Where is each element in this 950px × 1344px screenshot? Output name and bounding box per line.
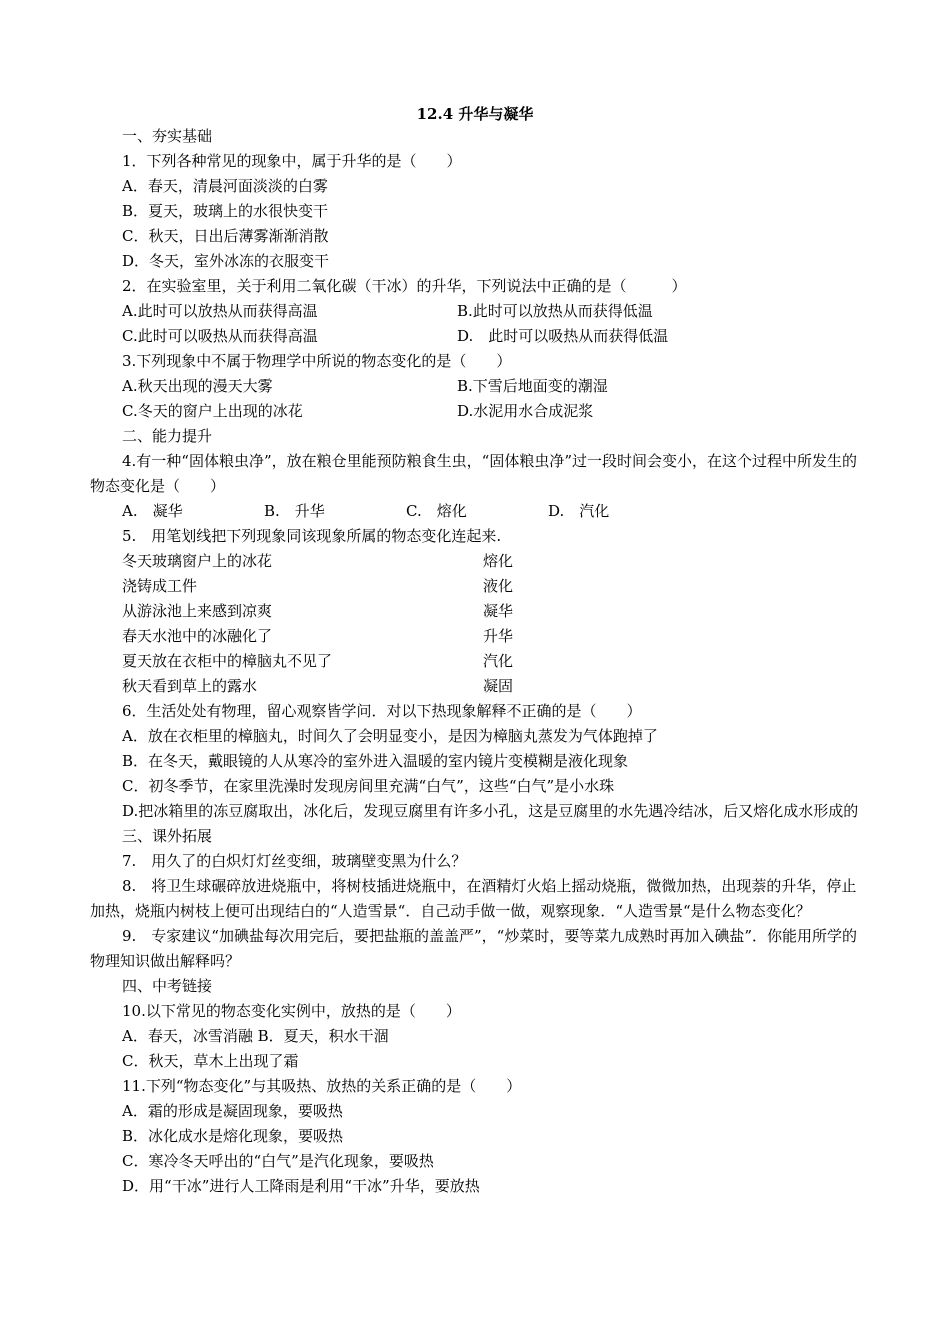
question-3-option-a: A.秋天出现的漫天大雾 (122, 377, 273, 395)
question-2-option-d: D. 此时可以吸热从而获得低温 (457, 327, 669, 345)
question-9: 9. 专家建议“加碘盐每次用完后，要把盐瓶的盖盖严”，“炒菜时，要等菜九成熟时再加入碘盐”．你能用所学的物理知识做出解释吗？ (90, 927, 857, 970)
matching-state-change: 凝固 (483, 677, 514, 695)
document-body (90, 124, 870, 1199)
matching-phenomenon: 春天水池中的冰融化了 (122, 627, 273, 645)
question-3-option-d: D.水泥用水合成泥浆 (457, 402, 594, 420)
question-2-options-row (90, 324, 870, 349)
question-2-option-a: A.此时可以放热从而获得高温 (122, 302, 318, 320)
question-11-option-a: A．霜的形成是凝固现象，要吸热 (122, 1102, 343, 1120)
matching-state-change: 液化 (483, 577, 514, 595)
question-6-option-b: B．在冬天，戴眼镜的人从寒冷的室外进入温暖的室内镜片变模糊是液化现象 (122, 752, 629, 770)
question-4-option-c: C. 熔化 (406, 502, 467, 520)
question-10-option-c: C．秋天，草木上出现了霜 (122, 1052, 299, 1070)
matching-row (90, 674, 870, 699)
question-6-option-d: D.把冰箱里的冻豆腐取出，冰化后，发现豆腐里有许多小孔，这是豆腐里的水先遇冷结冰，后又熔化成水形成的 (122, 802, 859, 820)
question-6-option-c: C．初冬季节，在家里洗澡时发现房间里充满“白气”，这些“白气”是小水珠 (122, 777, 615, 795)
question-1-stem: 1．下列各种常见的现象中，属于升华的是（ ） (122, 152, 462, 170)
question-2-stem: 2．在实验室里，关于利用二氧化碳（干冰）的升华，下列说法中正确的是（ ） (122, 277, 687, 295)
matching-row (90, 574, 870, 599)
question-1-option-a: A．春天，清晨河面淡淡的白雾 (122, 177, 328, 195)
section-heading: 二、能力提升 (122, 427, 213, 445)
section-heading: 四、中考链接 (122, 977, 213, 995)
question-2-option-c: C.此时可以吸热从而获得高温 (122, 327, 318, 345)
section-heading: 三、课外拓展 (122, 827, 213, 845)
question-10-options-ab: A．春天，冰雪消融 B．夏天，积水干涸 (122, 1027, 389, 1045)
matching-row (90, 624, 870, 649)
matching-phenomenon: 夏天放在衣柜中的樟脑丸不见了 (122, 652, 333, 670)
question-11-stem: 11.下列“物态变化”与其吸热、放热的关系正确的是（ ） (122, 1077, 522, 1095)
question-1-option-d: D．冬天，室外冰冻的衣服变干 (122, 252, 330, 270)
question-3-option-c: C.冬天的窗户上出现的冰花 (122, 402, 303, 420)
question-2-option-b: B.此时可以放热从而获得低温 (457, 302, 653, 320)
question-7: 7. 用久了的白炽灯灯丝变细，玻璃壁变黑为什么？ (122, 852, 467, 870)
question-4-option-b: B. 升华 (264, 502, 325, 520)
matching-row (90, 649, 870, 674)
matching-phenomenon: 冬天玻璃窗户上的冰花 (122, 552, 273, 570)
question-3-options-row (90, 399, 870, 424)
matching-row (90, 599, 870, 624)
question-6-option-a: A．放在衣柜里的樟脑丸，时间久了会明显变小，是因为樟脑丸蒸发为气体跑掉了 (122, 727, 658, 745)
question-4-options-row (90, 499, 870, 524)
question-3-stem: 3.下列现象中不属于物理学中所说的物态变化的是（ ） (122, 352, 512, 370)
matching-state-change: 熔化 (483, 552, 514, 570)
matching-phenomenon: 从游泳池上来感到凉爽 (122, 602, 273, 620)
question-11-option-c: C．寒冷冬天呼出的“白气”是汽化现象，要吸热 (122, 1152, 434, 1170)
question-5-stem: 5. 用笔划线把下列现象同该现象所属的物态变化连起来. (122, 527, 502, 545)
question-10-stem: 10.以下常见的物态变化实例中，放热的是（ ） (122, 1002, 461, 1020)
question-3-option-b: B.下雪后地面变的潮湿 (457, 377, 608, 395)
page-title: 12.4 升华与凝华 (416, 105, 534, 123)
matching-row (90, 549, 870, 574)
question-3-options-row (90, 374, 870, 399)
question-11-option-d: D．用“干冰”进行人工降雨是利用“干冰”升华，要放热 (122, 1177, 480, 1195)
question-4-stem: 4.有一种“固体粮虫净”，放在粮仓里能预防粮食生虫，“固体粮虫净”过一段时间会变小，在这个过程中所发生的物态变化是（ ） (90, 452, 857, 495)
question-1-option-c: C．秋天，日出后薄雾渐渐消散 (122, 227, 329, 245)
question-11-option-b: B．冰化成水是熔化现象，要吸热 (122, 1127, 344, 1145)
matching-state-change: 凝华 (483, 602, 514, 620)
question-6-stem: 6．生活处处有物理，留心观察皆学问．对以下热现象解释不正确的是（ ） (122, 702, 642, 720)
question-1-option-b: B．夏天，玻璃上的水很快变干 (122, 202, 329, 220)
question-2-options-row (90, 299, 870, 324)
matching-state-change: 升华 (483, 627, 514, 645)
question-4-option-d: D. 汽化 (548, 502, 610, 520)
question-4-option-a: A. 凝华 (122, 502, 183, 520)
matching-state-change: 汽化 (483, 652, 514, 670)
question-8: 8. 将卫生球碾碎放进烧瓶中，将树枝插进烧瓶中，在酒精灯火焰上摇动烧瓶，微微加热，出现萘的升华，停止加热，烧瓶内树枝上便可出现结白的“人造雪景“．自己动手做一做，观察现象．“人造雪景“是什么物态变化？ (90, 877, 857, 920)
matching-phenomenon: 浇铸成工件 (122, 577, 198, 595)
matching-phenomenon: 秋天看到草上的露水 (122, 677, 258, 695)
section-heading: 一、夯实基础 (122, 127, 213, 145)
